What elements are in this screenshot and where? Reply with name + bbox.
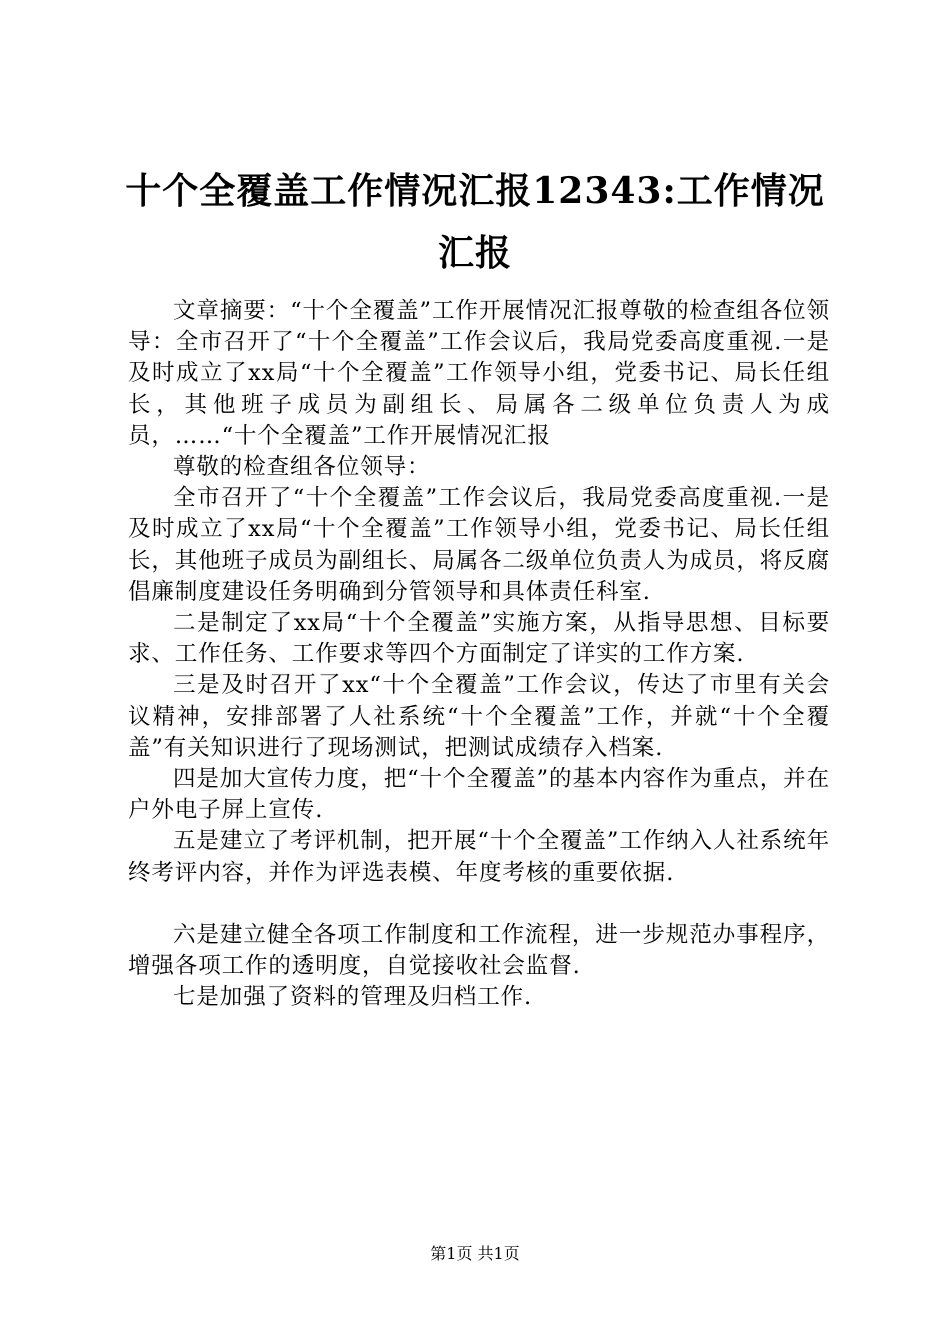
body-paragraph-2: 二是制定了xx局“十个全覆盖”实施方案，从指导思想、目标要求、工作任务、工作要求等四个方面制定了详实的工作方案. (128, 610, 830, 668)
body-paragraph-5: 五是建立了考评机制，把开展“十个全覆盖”工作纳入人社系统年终考评内容，并作为评选表模、年度考核的重要依据. (128, 828, 830, 886)
body-paragraph-1: 全市召开了“十个全覆盖”工作会议后，我局党委高度重视.一是及时成立了xx局“十个全覆盖”工作领导小组，党委书记、局长任组长，其他班子成员为副组长、局属各二级单位负责人为成员，将反腐倡廉制度建设任务明确到分管领导和具体责任科室. (128, 485, 831, 605)
body-paragraph-4: 四是加大宣传力度，把“十个全覆盖”的基本内容作为重点，并在户外电子屏上宣传. (128, 766, 830, 824)
body-paragraph-6: 六是建立健全各项工作制度和工作流程，进一步规范办事程序，增强各项工作的透明度，自觉接收社会监督. (128, 921, 830, 980)
body-paragraph-3: 三是及时召开了xx“十个全覆盖”工作会议，传达了市里有关会议精神，安排部署了人社系统“十个全覆盖”工作，并就“十个全覆盖”有关知识进行了现场测试，把测试成绩存入档案. (128, 672, 830, 761)
body-paragraph-7: 七是加强了资料的管理及归档工作. (173, 984, 533, 1011)
document-title: 十个全覆盖工作情况汇报12343:工作情况汇报 (125, 170, 825, 274)
salutation-paragraph: 尊敬的检查组各位领导： (173, 454, 431, 481)
abstract-paragraph: 文章摘要：“十个全覆盖”工作开展情况汇报尊敬的检查组各位领导：全市召开了“十个全覆盖”工作会议后，我局党委高度重视.一是及时成立了xx局“十个全覆盖”工作领导小组，党委书记、局长任组长，其他班子成员为副组长、局属各二级单位负责人为成员，……“十个全覆盖”工作开展情况汇报 (128, 298, 830, 449)
document-body (128, 296, 830, 1013)
page-footer: 第1页 共1页 (430, 1244, 520, 1263)
